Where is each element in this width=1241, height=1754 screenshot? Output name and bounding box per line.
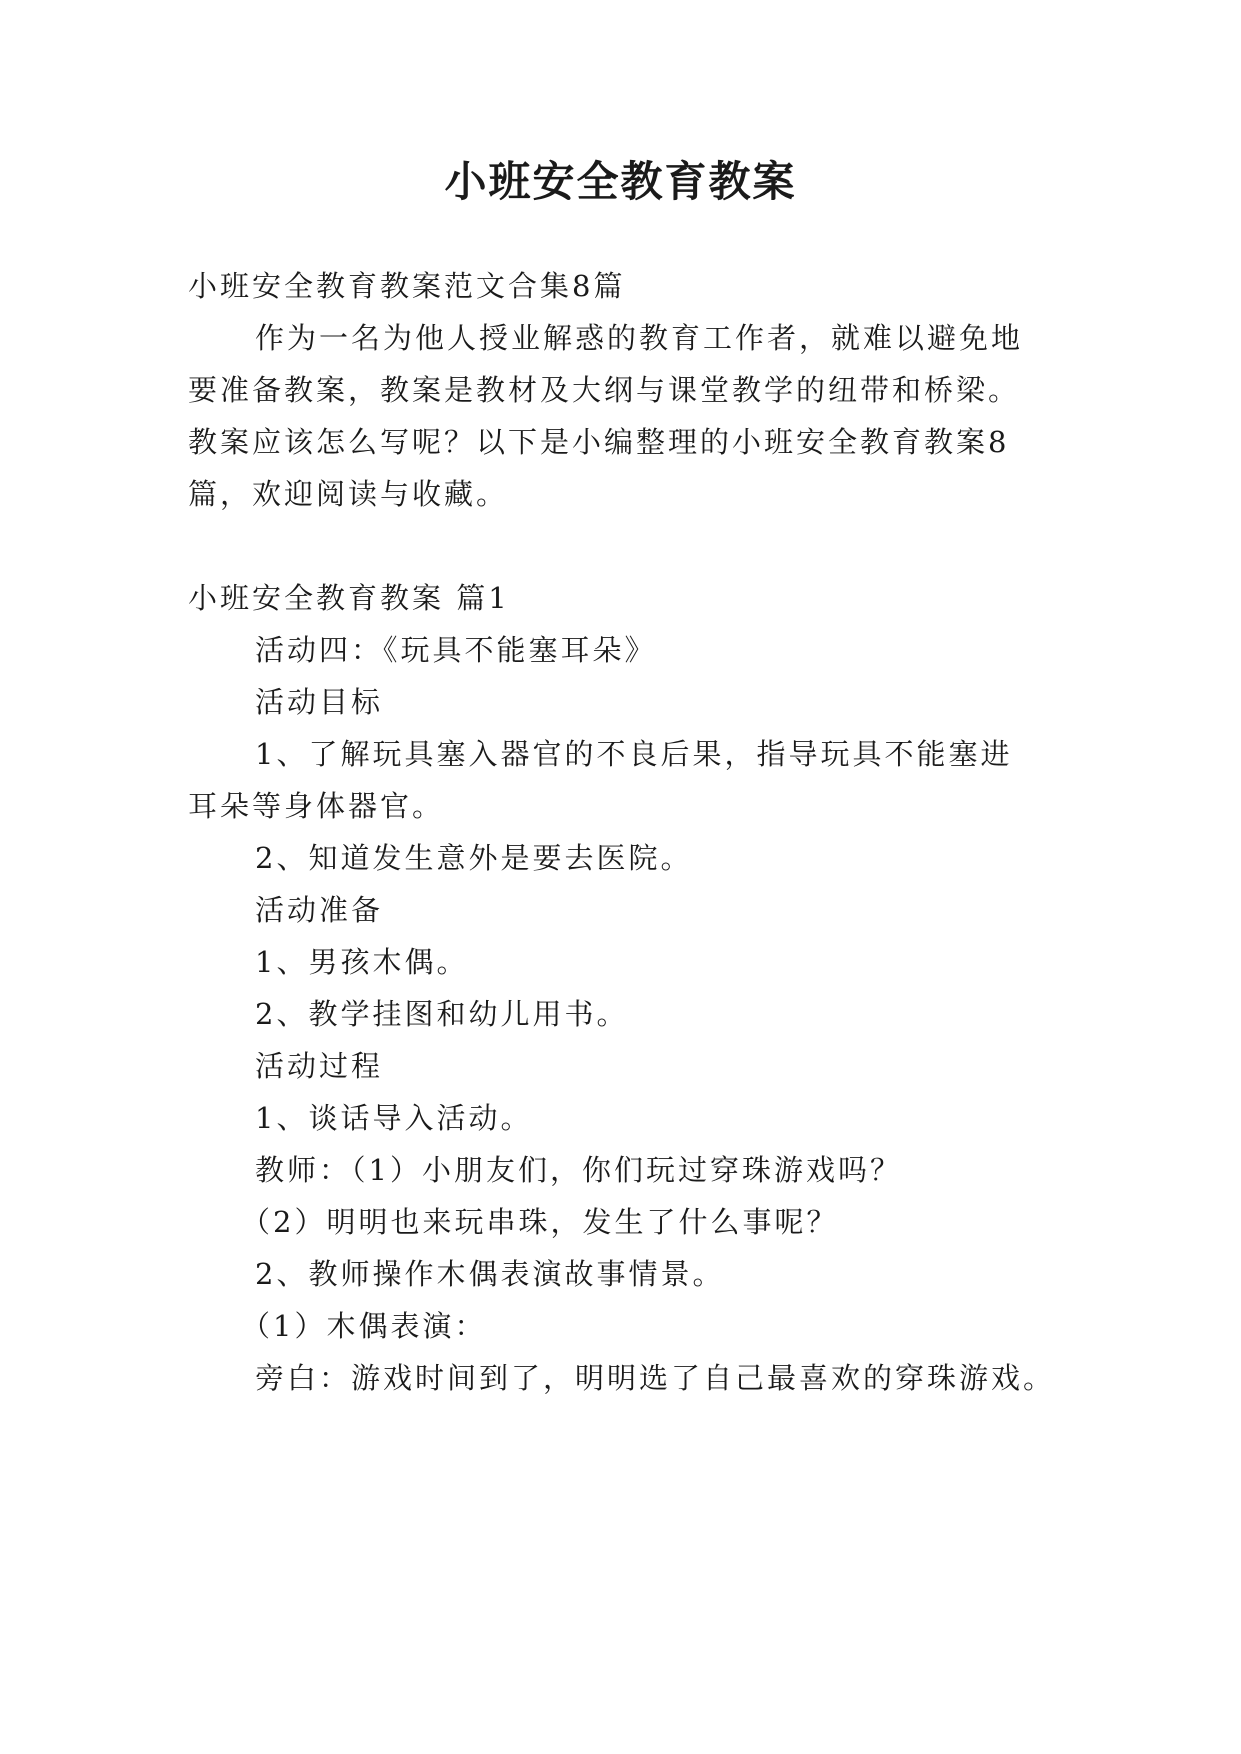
intro-line-4: 篇，欢迎阅读与收藏。 <box>188 477 509 511</box>
prep-item-2: 2、教学挂图和幼儿用书。 <box>255 997 629 1031</box>
goal-heading: 活动目标 <box>255 685 384 719</box>
prep-heading: 活动准备 <box>255 893 384 927</box>
intro-line-1: 作为一名为他人授业解惑的教育工作者，就难以避免地 <box>255 321 1024 355</box>
puppet-show-label: （1）木偶表演： <box>241 1309 487 1343</box>
section-heading: 小班安全教育教案 篇1 <box>188 581 510 615</box>
process-heading: 活动过程 <box>255 1049 384 1083</box>
activity-title: 活动四：《玩具不能塞耳朵》 <box>255 633 657 667</box>
teacher-question-2: （2）明明也来玩串珠，发生了什么事呢？ <box>241 1205 839 1239</box>
process-step-2: 2、教师操作木偶表演故事情景。 <box>255 1257 725 1291</box>
prep-item-1: 1、男孩木偶。 <box>255 945 469 979</box>
goal-item-1: 1、了解玩具塞入器官的不良后果，指导玩具不能塞进 <box>255 737 1013 771</box>
page-title: 小班安全教育教案 <box>444 157 797 206</box>
narration-line: 旁白：游戏时间到了，明明选了自己最喜欢的穿珠游戏。 <box>255 1361 1056 1395</box>
intro-line-2: 要准备教案，教案是教材及大纲与课堂教学的纽带和桥梁。 <box>188 373 1021 407</box>
intro-line-3: 教案应该怎么写呢？以下是小编整理的小班安全教育教案8 <box>188 425 1010 459</box>
document-subtitle: 小班安全教育教案范文合集8篇 <box>188 269 626 303</box>
teacher-question-1: 教师：（1）小朋友们，你们玩过穿珠游戏吗？ <box>255 1153 902 1187</box>
goal-item-1-continued: 耳朵等身体器官。 <box>188 789 445 823</box>
process-step-1: 1、谈话导入活动。 <box>255 1101 533 1135</box>
goal-item-2: 2、知道发生意外是要去医院。 <box>255 841 693 875</box>
